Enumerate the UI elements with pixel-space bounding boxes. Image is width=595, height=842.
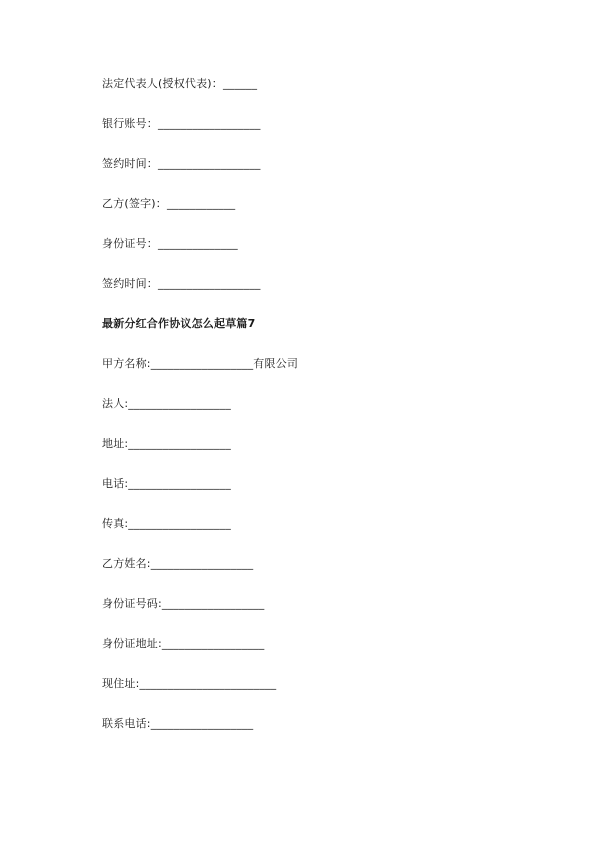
- party-a-name-line: 甲方名称:__________________有限公司: [102, 357, 299, 370]
- party-b-signature-line: 乙方(签字)：____________: [102, 197, 236, 210]
- address-line: 地址:__________________: [102, 437, 231, 450]
- legal-representative-line: 法定代表人(授权代表)：______: [102, 77, 258, 90]
- fax-line: 传真:__________________: [102, 517, 231, 530]
- id-card-address-line: 身份证地址:__________________: [102, 637, 265, 650]
- party-b-name-line: 乙方姓名:__________________: [102, 557, 254, 570]
- signing-time-line-2: 签约时间：__________________: [102, 277, 261, 290]
- id-number-line: 身份证号：______________: [102, 237, 238, 250]
- current-address-line: 现住址:________________________: [102, 677, 277, 690]
- legal-person-line: 法人:__________________: [102, 397, 231, 410]
- signing-time-line: 签约时间：__________________: [102, 157, 261, 170]
- contact-phone-line: 联系电话:__________________: [102, 717, 254, 730]
- bank-account-line: 银行账号：__________________: [102, 117, 261, 130]
- phone-line: 电话:__________________: [102, 477, 231, 490]
- id-card-number-line: 身份证号码:__________________: [102, 597, 265, 610]
- section-heading: 最新分红合作协议怎么起草篇7: [102, 317, 256, 330]
